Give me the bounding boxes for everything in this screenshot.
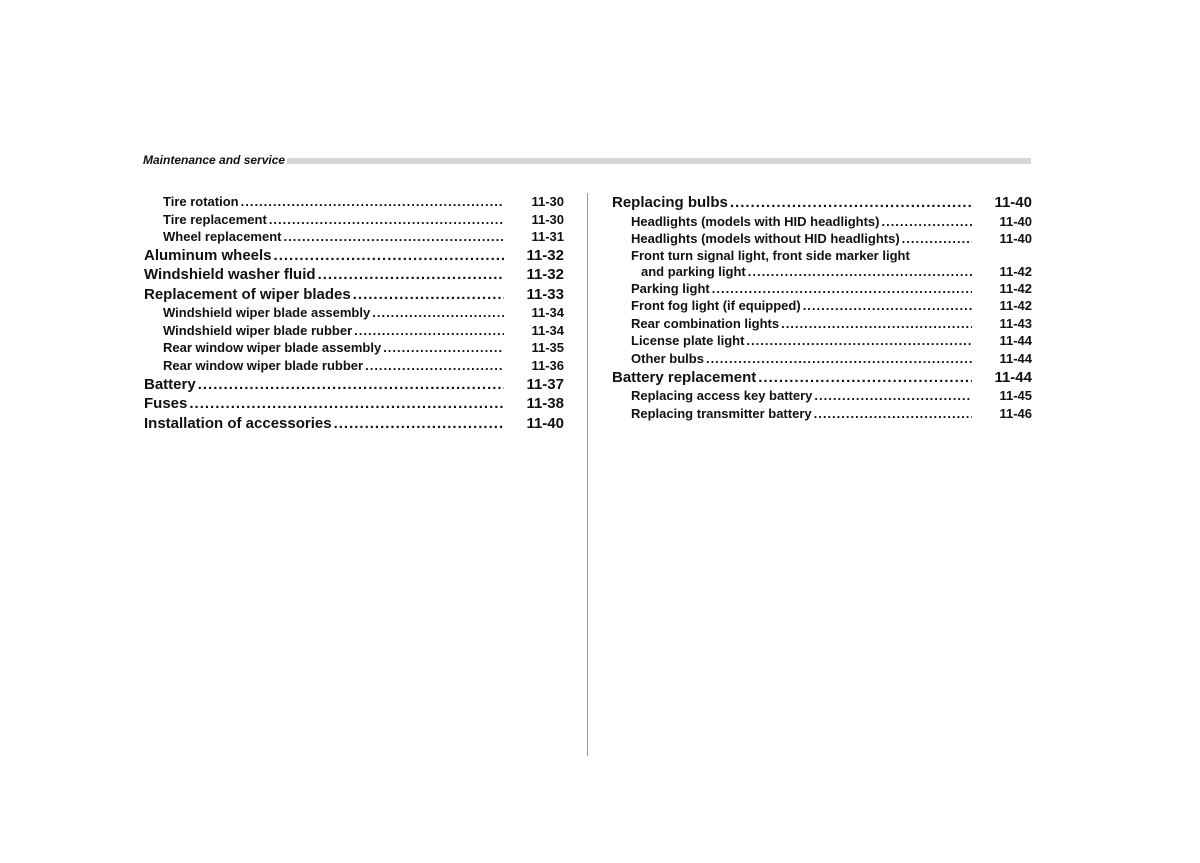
- toc-entry-title: Parking light: [631, 280, 710, 296]
- toc-entry-title: Tire rotation: [163, 194, 239, 209]
- toc-right-column: [612, 193, 1032, 422]
- dot-leader: [730, 193, 972, 213]
- dot-leader: [758, 368, 972, 388]
- dot-leader: [274, 246, 504, 266]
- toc-entry-page: 11-44: [999, 351, 1032, 367]
- dot-leader: [365, 357, 504, 375]
- dot-leader: [284, 228, 505, 246]
- toc-entry-page: 11-44: [994, 368, 1032, 386]
- toc-entry[interactable]: [612, 368, 1032, 388]
- toc-entry-page: 11-32: [526, 266, 564, 284]
- toc-entry-page: 11-31: [531, 229, 564, 245]
- toc-entry-title-continued: and parking light: [641, 263, 746, 279]
- toc-entry-page: 11-30: [531, 211, 564, 227]
- toc-entry[interactable]: [612, 230, 1032, 248]
- toc-entry[interactable]: [612, 405, 1032, 423]
- toc-entry-page: 11-42: [999, 263, 1032, 279]
- toc-entry[interactable]: [612, 387, 1032, 405]
- toc-entry-page: 11-42: [999, 298, 1032, 314]
- toc-entry[interactable]: [144, 414, 564, 434]
- toc-entry-page: 11-42: [999, 280, 1032, 296]
- toc-entry[interactable]: [144, 246, 564, 266]
- toc-entry-page: 11-38: [526, 395, 564, 413]
- toc-entry-page: 11-34: [531, 322, 564, 338]
- section-title: Maintenance and service: [143, 153, 286, 167]
- toc-entry-page: 11-30: [531, 194, 564, 209]
- toc-entry-title: Other bulbs: [631, 351, 704, 367]
- toc-entry-page: 11-36: [531, 358, 564, 374]
- toc-entry[interactable]: [612, 248, 1032, 280]
- toc-entry-title: Replacing bulbs: [612, 194, 728, 211]
- dot-leader: [881, 213, 972, 231]
- column-divider: [587, 193, 588, 756]
- dot-leader: [372, 304, 504, 322]
- toc-entry[interactable]: [144, 357, 564, 375]
- dot-leader: [781, 315, 972, 333]
- toc-entry[interactable]: [612, 193, 1032, 213]
- toc-entry-page: 11-43: [999, 315, 1032, 331]
- toc-entry-title: Rear combination lights: [631, 315, 780, 331]
- toc-entry-title: Installation of accessories: [144, 414, 332, 432]
- toc-entry-page: 11-45: [999, 388, 1032, 404]
- toc-entry-page: 11-32: [526, 246, 564, 264]
- toc-entry[interactable]: [612, 213, 1032, 231]
- dot-leader: [814, 405, 972, 423]
- toc-entry[interactable]: [144, 375, 564, 395]
- toc-entry-page: 11-37: [526, 375, 564, 393]
- dot-leader: [318, 265, 504, 285]
- dot-leader: [354, 322, 504, 340]
- dot-leader: [269, 211, 504, 229]
- toc-entry[interactable]: [144, 322, 564, 340]
- toc-entry[interactable]: [144, 285, 564, 305]
- dot-leader: [712, 280, 972, 298]
- toc-entry-page: 11-40: [999, 213, 1032, 229]
- toc-entry-title: Wheel replacement: [163, 229, 282, 245]
- toc-entry[interactable]: [144, 394, 564, 414]
- toc-entry[interactable]: [144, 304, 564, 322]
- toc-entry[interactable]: [144, 265, 564, 285]
- toc-entry[interactable]: [612, 297, 1032, 315]
- toc-entry-title: Headlights (models without HID headlights): [631, 231, 900, 247]
- toc-entry-title: Replacement of wiper blades: [144, 285, 351, 303]
- toc-entry-title: License plate light: [631, 333, 745, 349]
- dot-leader: [706, 350, 972, 368]
- toc-entry-title: Aluminum wheels: [144, 246, 272, 264]
- toc-entry[interactable]: [144, 339, 564, 357]
- dot-leader: [353, 285, 504, 305]
- toc-entry-title: Fuses: [144, 395, 188, 413]
- toc-entry-title: Front fog light (if equipped): [631, 298, 801, 314]
- toc-entry[interactable]: [144, 211, 564, 229]
- toc-entry-title: Windshield wiper blade rubber: [163, 322, 353, 338]
- toc-entry-title: Replacing access key battery: [631, 388, 813, 404]
- dot-leader: [189, 394, 504, 414]
- toc-entry-page: 11-46: [999, 405, 1032, 421]
- toc-entry-title: Tire replacement: [163, 211, 267, 227]
- toc-entry[interactable]: [144, 193, 564, 211]
- toc-entry-page: 11-34: [531, 305, 564, 321]
- toc-entry-page: 11-40: [994, 194, 1032, 211]
- toc-entry[interactable]: [612, 280, 1032, 298]
- dot-leader: [746, 332, 972, 350]
- dot-leader: [814, 387, 972, 405]
- toc-entry-title: Battery: [144, 375, 196, 393]
- dot-leader: [198, 375, 504, 395]
- page-header: [143, 153, 1031, 167]
- dot-leader: [803, 297, 972, 315]
- toc-entry-title: Windshield wiper blade assembly: [163, 305, 371, 321]
- toc-entry-page: 11-40: [526, 414, 564, 432]
- toc-entry-page: 11-40: [999, 231, 1032, 247]
- toc-left-column: [144, 193, 564, 433]
- toc-entry[interactable]: [144, 228, 564, 246]
- dot-leader: [383, 339, 504, 357]
- toc-entry[interactable]: [612, 350, 1032, 368]
- toc-entry-title: Windshield washer fluid: [144, 266, 316, 284]
- dot-leader: [334, 414, 504, 434]
- toc-entry[interactable]: [612, 315, 1032, 333]
- dot-leader: [748, 264, 972, 280]
- dot-leader: [902, 230, 972, 248]
- toc-entry[interactable]: [612, 332, 1032, 350]
- toc-entry-title: Battery replacement: [612, 368, 757, 386]
- toc-entry-page: 11-44: [999, 333, 1032, 349]
- toc-entry-page: 11-33: [526, 285, 564, 303]
- toc-entry-title: Rear window wiper blade rubber: [163, 358, 364, 374]
- toc-entry-title: Front turn signal light, front side marker light: [631, 247, 910, 263]
- toc-entry-title: Replacing transmitter battery: [631, 405, 812, 421]
- toc-entry-title: Headlights (models with HID headlights): [631, 213, 880, 229]
- toc-entry-continuation: [631, 264, 1032, 280]
- toc-entry-page: 11-35: [531, 340, 564, 356]
- dot-leader: [241, 193, 504, 211]
- toc-entry-title: Rear window wiper blade assembly: [163, 340, 382, 356]
